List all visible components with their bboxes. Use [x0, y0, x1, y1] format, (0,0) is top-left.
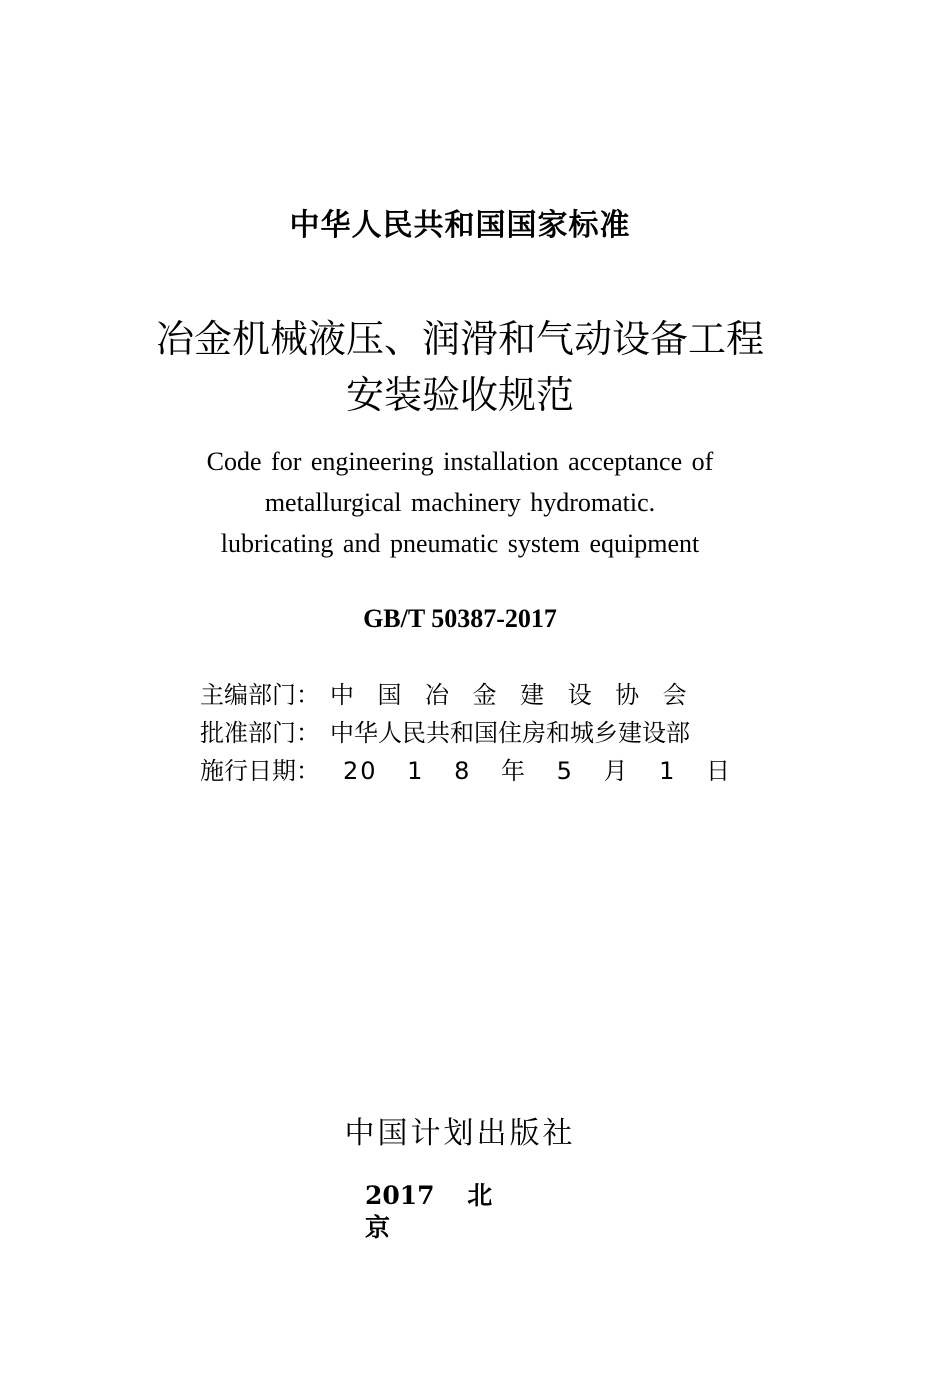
publisher-name: 中国计划出版社: [344, 1116, 576, 1151]
standard-number: GB/T 50387-2017: [363, 604, 557, 633]
effective-date-value: 20 1 8 年 5 月 1 日: [343, 757, 733, 785]
approver-label: 批准部门：: [200, 719, 320, 747]
editor-label: 主编部门：: [200, 681, 320, 709]
english-title-line-3: lubricating and pneumatic system equipment: [220, 529, 700, 558]
national-standard-heading: 中华人民共和国国家标准: [289, 208, 631, 243]
publication-year-place: 2017 北京: [365, 1181, 493, 1242]
chinese-title-line-2: 安装验收规范: [345, 373, 574, 417]
approver-value: 中华人民共和国住房和城乡建设部: [330, 719, 690, 747]
english-title-line-2: metallurgical machinery hydromatic.: [264, 488, 656, 517]
chinese-title-line-1: 冶金机械液压、润滑和气动设备工程: [155, 317, 764, 361]
english-title-line-1: Code for engineering installation acceptance of: [206, 447, 714, 476]
effective-date-label: 施行日期：: [200, 757, 320, 785]
editor-value: 中国冶金建设协会: [330, 681, 711, 709]
